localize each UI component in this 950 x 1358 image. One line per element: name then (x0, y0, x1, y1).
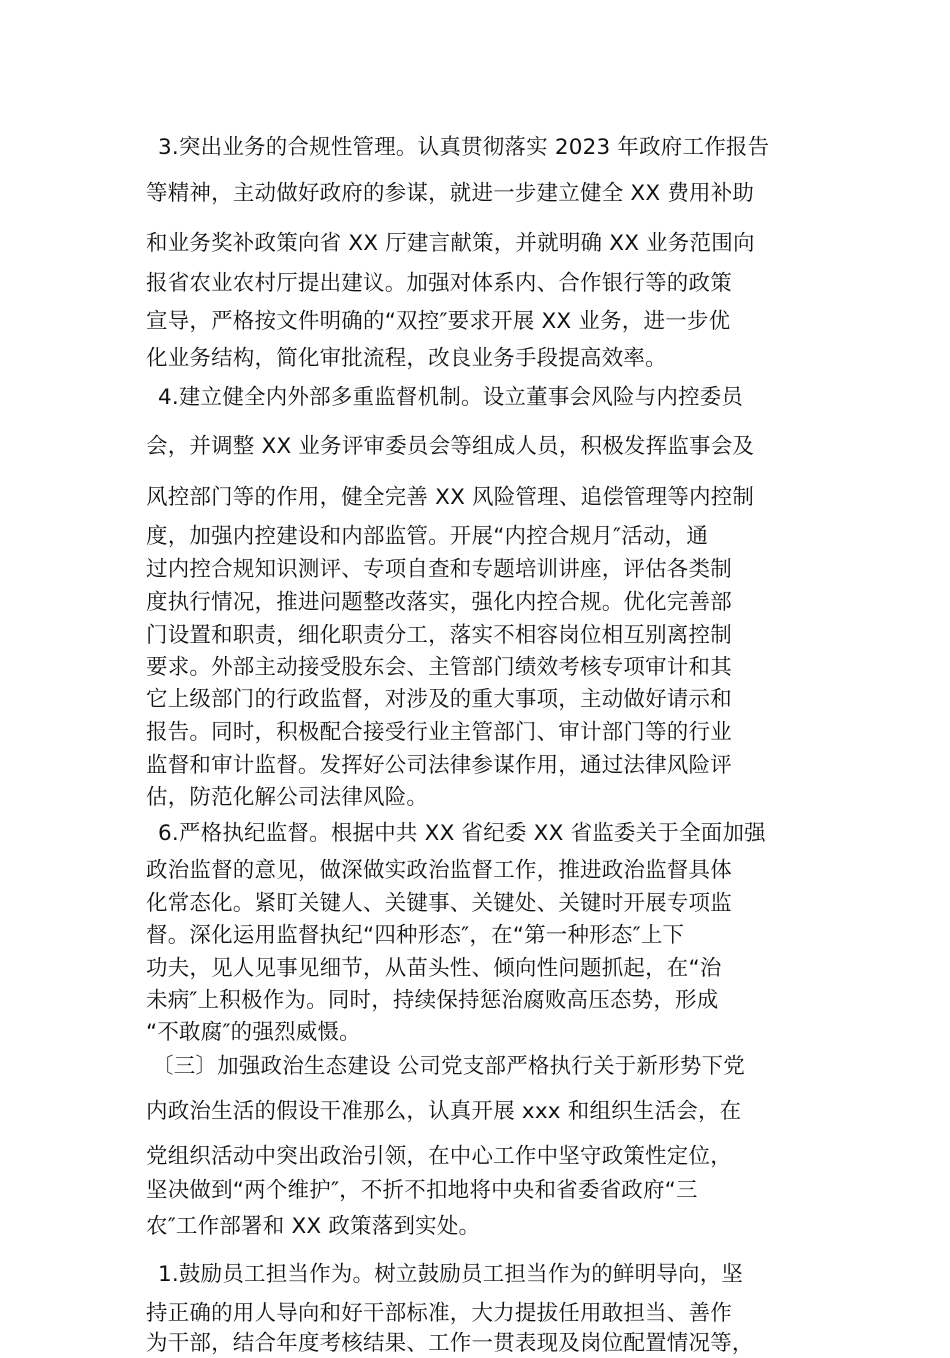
paragraph-4-line-2: 会，并调整 XX 业务评审委员会等组成人员，积极发挥监事会及 (146, 434, 755, 459)
section-3-line-2: 内政治生活的假设干准那么，认真开展 xxx 和组织生活会，在 (146, 1099, 742, 1124)
paragraph-3-line-1: 3.突出业务的合规性管理。认真贯彻落实 2023 年政府工作报告 (158, 135, 770, 160)
paragraph-4-line-8: 要求。外部主动接受股东会、主管部门绩效考核专项审计和其 (146, 655, 732, 680)
paragraph-3-line-4: 报省农业农村厅提出建议。加强对体系内、合作银行等的政策 (146, 271, 732, 296)
paragraph-4-line-3: 风控部门等的作用，健全完善 XX 风险管理、追偿管理等内控制 (146, 485, 755, 510)
paragraph-3-line-2: 等精神，主动做好政府的参谋，就进一步建立健全 XX 费用补助 (146, 181, 755, 206)
section-3-line-5: 农″工作部署和 XX 政策落到实处。 (146, 1214, 481, 1239)
paragraph-4-line-12: 估，防范化解公司法律风险。 (146, 785, 429, 810)
paragraph-3-line-6: 化业务结构，简化审批流程，改良业务手段提高效率。 (146, 346, 667, 371)
paragraph-6-line-6: 未病″上积极作为。同时，持续保持惩治腐败高压态势，形成 (146, 988, 719, 1013)
paragraph-4-line-4: 度，加强内控建设和内部监管。开展“内控合规月″活动，通 (146, 524, 709, 549)
section-3-line-4: 坚决做到“两个维护″，不折不扣地将中央和省委省政府“三 (146, 1178, 698, 1203)
paragraph-6-line-4: 督。深化运用监督执纪“四种形态″，在“第一种形态″上下 (146, 923, 685, 948)
paragraph-4-line-9: 它上级部门的行政监督，对涉及的重大事项，主动做好请示和 (146, 687, 732, 712)
paragraph-4-line-1: 4.建立健全内外部多重监督机制。设立董事会风险与内控委员 (158, 385, 744, 410)
section-3-line-3: 党组织活动中突出政治引领，在中心工作中坚守政策性定位， (146, 1144, 732, 1169)
paragraph-4-line-6: 度执行情况，推进问题整改落实，强化内控合规。优化完善部 (146, 590, 732, 615)
paragraph-1-line-1: 1.鼓励员工担当作为。树立鼓励员工担当作为的鲜明导向，坚 (158, 1262, 744, 1287)
paragraph-4-line-5: 过内控合规知识测评、专项自查和专题培训讲座，评估各类制 (146, 557, 732, 582)
paragraph-4-line-7: 门设置和职责，细化职责分工，落实不相容岗位相互别离控制 (146, 623, 732, 648)
paragraph-6-line-1: 6.严格执纪监督。根据中共 XX 省纪委 XX 省监委关于全面加强 (158, 821, 766, 846)
paragraph-6-line-5: 功夫，见人见事见细节，从苗头性、倾向性问题抓起，在“治 (146, 956, 722, 981)
paragraph-6-line-2: 政治监督的意见，做深做实政治监督工作，推进政治监督具体 (146, 858, 732, 883)
paragraph-4-line-10: 报告。同时，积极配合接受行业主管部门、审计部门等的行业 (146, 720, 732, 745)
paragraph-6-line-7: “不敢腐″的强烈威慑。 (146, 1020, 361, 1045)
paragraph-3-line-5: 宣导，严格按文件明确的“双控″要求开展 XX 业务，进一步优 (146, 309, 731, 334)
section-3-line-1: 〔三〕加强政治生态建设 公司党支部严格执行关于新形势下党 (152, 1054, 745, 1079)
paragraph-1-line-2: 持正确的用人导向和好干部标准，大力提拔任用敢担当、善作 (146, 1301, 732, 1326)
paragraph-6-line-3: 化常态化。紧盯关键人、关键事、关键处、关键时开展专项监 (146, 891, 732, 916)
paragraph-3-line-3: 和业务奖补政策向省 XX 厅建言献策，并就明确 XX 业务范围向 (146, 231, 755, 256)
paragraph-1-line-3: 为干部，结合年度考核结果、工作一贯表现及岗位配置情况等， (146, 1331, 754, 1356)
paragraph-4-line-11: 监督和审计监督。发挥好公司法律参谋作用，通过法律风险评 (146, 753, 732, 778)
